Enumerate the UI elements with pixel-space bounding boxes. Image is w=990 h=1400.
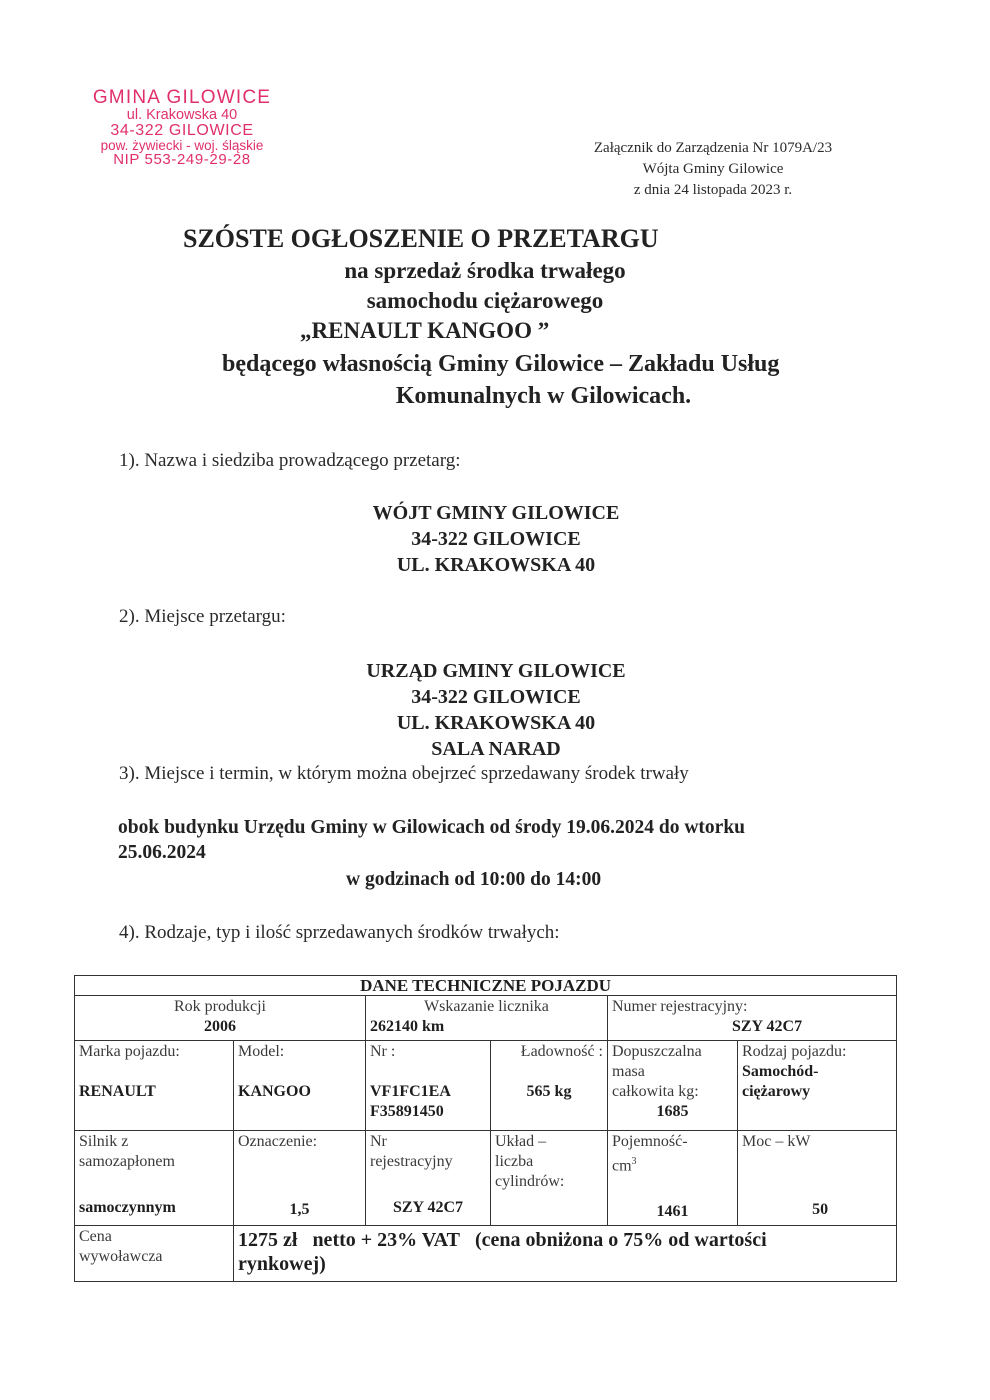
engine-cell xyxy=(75,1131,234,1226)
heading-line: samochodu ciężarowego xyxy=(366,288,604,313)
gross-weight-label: Dopuszczalna xyxy=(612,1043,702,1060)
registration-number-value: SZY 42C7 xyxy=(392,1199,464,1216)
vin-cell xyxy=(366,1041,491,1131)
odometer-label: Wskazanie licznika xyxy=(424,998,549,1015)
vin-value: F35891450 xyxy=(370,1103,444,1120)
engine-capacity-label: Pojemność- xyxy=(612,1133,688,1150)
stamp-line: NIP 553-249-29-28 xyxy=(113,151,251,168)
section-3-label: 3). Miejsce i termin, w którym można obejrzeć sprzedawany środek trwały xyxy=(119,763,689,784)
municipal-stamp xyxy=(62,88,302,167)
starting-price-label-cell xyxy=(75,1226,234,1282)
production-year-value: 2006 xyxy=(204,1018,236,1035)
inspection-end-date: 25.06.2024 xyxy=(118,842,206,863)
engine-capacity-unit-exponent: 3 xyxy=(631,1156,637,1167)
section-2-label: 2). Miejsce przetargu: xyxy=(119,606,286,627)
address-line: URZĄD GMINY GILOWICE xyxy=(366,660,626,682)
gross-weight-cell xyxy=(608,1041,738,1131)
cylinders-label: Układ – xyxy=(495,1133,547,1150)
designation-label: Oznaczenie: xyxy=(238,1133,318,1150)
table-title-row xyxy=(75,976,897,996)
address-line: WÓJT GMINY GILOWICE xyxy=(372,502,620,524)
vin-value: VF1FC1EA xyxy=(370,1083,451,1100)
registration-number-label: rejestracyjny xyxy=(370,1153,453,1170)
gross-weight-label: masa xyxy=(612,1063,645,1080)
annex-line: z dnia 24 listopada 2023 r. xyxy=(633,182,793,198)
odometer-cell xyxy=(366,996,608,1041)
power-cell xyxy=(738,1131,897,1226)
heading-line: będącego własnością Gminy Gilowice – Zakładu Usług xyxy=(222,351,780,377)
starting-price-tax: netto + 23% VAT xyxy=(312,1229,460,1251)
table-row xyxy=(75,1041,897,1131)
inspection-hours: w godzinach od 10:00 do 14:00 xyxy=(346,869,602,890)
engine-value: samoczynnym xyxy=(79,1199,176,1216)
heading-line: na sprzedaż środka trwałego xyxy=(344,258,626,283)
inspection-place: obok budynku Urzędu Gminy w Gilowicach od środy 19.06.2024 do wtorku xyxy=(118,817,746,838)
production-year-cell xyxy=(75,996,366,1041)
table-row xyxy=(75,1131,897,1226)
make-cell xyxy=(75,1041,234,1131)
heading-vehicle-name: „RENAULT KANGOO ” xyxy=(300,318,550,343)
stamp-line: 34-322 GILOWICE xyxy=(110,121,254,139)
gross-weight-label: całkowita kg: xyxy=(612,1083,699,1100)
engine-capacity-unit-text: cm xyxy=(612,1157,632,1175)
organizer-address xyxy=(296,500,696,578)
annex-line: Wójta Gminy Gilowice xyxy=(642,161,784,177)
power-label: Moc – kW xyxy=(742,1133,811,1150)
heading-line: Komunalnych w Gilowicach. xyxy=(395,383,692,409)
starting-price-label: Cena xyxy=(79,1228,112,1245)
starting-price-label: wywoławcza xyxy=(79,1248,163,1265)
vehicle-type-value: Samochód- xyxy=(742,1063,819,1080)
payload-label: Ładowność : xyxy=(520,1043,603,1060)
address-line: UL. KRAKOWSKA 40 xyxy=(396,712,596,734)
model-value: KANGOO xyxy=(238,1083,311,1100)
payload-value: 565 kg xyxy=(526,1083,572,1100)
engine-label: samozapłonem xyxy=(79,1153,175,1170)
stamp-line: pow. żywiecki - woj. śląskie xyxy=(100,137,264,153)
designation-cell xyxy=(234,1131,366,1226)
engine-capacity-cell xyxy=(608,1131,738,1226)
annex-reference xyxy=(548,138,878,201)
vehicle-type-value: ciężarowy xyxy=(742,1083,811,1100)
starting-price-amount: 1275 zł xyxy=(238,1229,298,1251)
cylinders-label: liczba xyxy=(495,1153,534,1170)
document-title: SZÓSTE OGŁOSZENIE O PRZETARGU xyxy=(183,224,659,253)
registration-value: SZY 42C7 xyxy=(731,1018,803,1035)
payload-cell xyxy=(491,1041,608,1131)
table-row xyxy=(75,1226,897,1282)
starting-price-cell xyxy=(234,1226,897,1282)
section-4-label: 4). Rodzaje, typ i ilość sprzedawanych środków trwałych: xyxy=(119,922,560,943)
model-cell xyxy=(234,1041,366,1131)
registration-cell xyxy=(608,996,897,1041)
vehicle-type-label: Rodzaj pojazdu: xyxy=(742,1043,847,1060)
registration-number-label: Nr xyxy=(370,1133,387,1150)
gross-weight-value: 1685 xyxy=(656,1103,689,1120)
registration-number-cell xyxy=(366,1131,491,1226)
engine-capacity-unit xyxy=(612,1152,733,1176)
address-line: UL. KRAKOWSKA 40 xyxy=(396,554,596,576)
production-year-label: Rok produkcji xyxy=(174,998,266,1015)
designation-value: 1,5 xyxy=(289,1201,310,1218)
model-label: Model: xyxy=(238,1043,285,1060)
make-label: Marka pojazdu: xyxy=(79,1043,180,1060)
power-value: 50 xyxy=(812,1201,829,1218)
annex-line: Załącznik do Zarządzenia Nr 1079A/23 xyxy=(593,140,833,156)
address-line: 34-322 GILOWICE xyxy=(411,528,581,550)
section-1-label: 1). Nazwa i siedziba prowadzącego przetarg: xyxy=(119,450,461,471)
table-title: DANE TECHNICZNE POJAZDU xyxy=(75,976,897,996)
vehicle-technical-data-table xyxy=(74,975,897,1282)
address-line: 34-322 GILOWICE xyxy=(411,686,581,708)
stamp-line: GMINA GILOWICE xyxy=(92,87,272,108)
table-row xyxy=(75,996,897,1041)
starting-price-note: (cena obniżona o 75% od wartości xyxy=(474,1229,767,1251)
stamp-line: ul. Krakowska 40 xyxy=(126,107,238,123)
vehicle-type-cell xyxy=(738,1041,897,1131)
tender-place-address xyxy=(296,658,696,762)
cylinders-cell xyxy=(491,1131,608,1226)
cylinders-label: cylindrów: xyxy=(495,1173,565,1190)
starting-price-note: rynkowej) xyxy=(238,1253,326,1275)
vin-label: Nr : xyxy=(370,1043,396,1060)
make-value: RENAULT xyxy=(79,1083,156,1100)
engine-label: Silnik z xyxy=(79,1133,129,1150)
odometer-value: 262140 km xyxy=(370,1018,445,1035)
engine-capacity-value: 1461 xyxy=(656,1203,689,1221)
address-line: SALA NARAD xyxy=(431,738,561,760)
registration-label: Numer rejestracyjny: xyxy=(612,998,748,1015)
